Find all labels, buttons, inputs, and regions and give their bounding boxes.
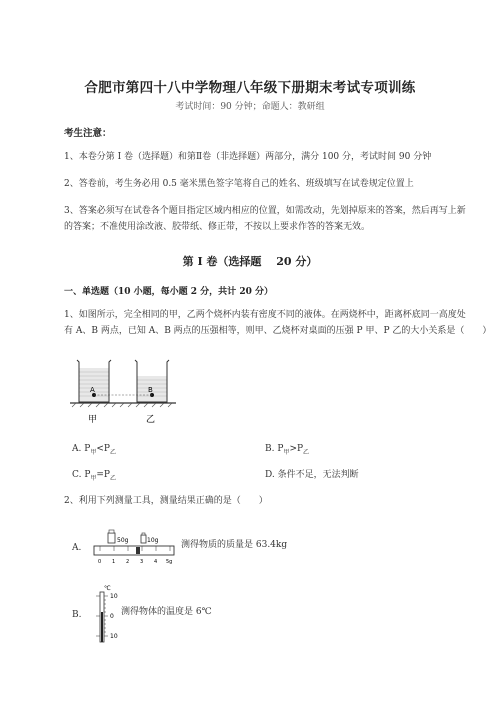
balance-scale-figure	[90, 528, 180, 568]
q1-stem-line1: 1、如图所示，完全相同的甲，乙两个烧杯内装有密度不同的液体。在两烧杯中，距离杯底同一高度处	[64, 310, 466, 320]
part-one-title: 第 I 卷（选择题 20 分）	[182, 255, 318, 268]
svg-text:10: 10	[110, 593, 118, 600]
beakers-figure	[66, 352, 196, 430]
q2-option-a-letter[interactable]: A.	[72, 543, 82, 553]
q2-option-b-letter[interactable]: B.	[72, 610, 82, 620]
svg-text:3: 3	[140, 559, 144, 565]
q2-option-b-text: 测得物体的温度是 6℃	[121, 607, 212, 617]
svg-text:0: 0	[98, 559, 102, 565]
weight-50g: 50g	[117, 537, 129, 544]
rider	[136, 547, 140, 554]
notice-item-3-cont: 的答案；不准使用涂改液、胶带纸、修正带，不按以上要求作答的答案无效。	[64, 222, 371, 232]
point-a-label: A	[90, 386, 95, 394]
beaker-yi-label: 乙	[146, 415, 156, 425]
notice-item-2: 2、答卷前，考生务必用 0.5 毫米黑色签字笔将自己的姓名、班级填写在试卷规定位置上	[64, 179, 414, 189]
q1-option-d[interactable]: D. 条件不足，无法判断	[265, 470, 359, 480]
section-heading: 一、单选题（10 小题，每小题 2 分，共计 20 分）	[64, 287, 273, 297]
beaker-jia-label: 甲	[88, 415, 98, 425]
svg-text:4: 4	[154, 559, 158, 565]
q1-option-a[interactable]: A. $P_甲<P_乙$	[72, 444, 116, 456]
thermometer-unit: ℃	[104, 585, 111, 592]
svg-text:5g: 5g	[166, 559, 173, 565]
svg-text:0: 0	[110, 613, 114, 620]
svg-text:1: 1	[112, 559, 116, 565]
notice-item-3: 3、答案必须写在试卷各个题目指定区域内相应的位置，如需改动，先划掉原来的答案，然后再写上新	[64, 206, 466, 216]
svg-text:10: 10	[110, 633, 118, 640]
q1-option-c[interactable]: C. $P_甲=P_乙$	[72, 470, 117, 482]
q1-stem-line2: 有 A、B 两点，已知 A、B 两点的压强相等，则甲、乙烧杯对桌面的压强 P 甲、P 乙的大小关系是（ ）	[64, 326, 492, 336]
page-title: 合肥市第四十八中学物理八年级下册期末考试专项训练	[84, 80, 416, 96]
q2-option-a-text: 测得物质的质量是 63.4kg	[181, 540, 288, 550]
svg-text:2: 2	[126, 559, 130, 565]
weight-10g: 10g	[147, 537, 159, 544]
point-b-label: B	[148, 386, 153, 394]
q1-option-b[interactable]: B. $P_甲>P_乙$	[265, 444, 310, 456]
notice-heading: 考生注意：	[64, 128, 112, 139]
q2-stem: 2、利用下列测量工具，测量结果正确的是（ ）	[64, 496, 268, 506]
exam-info: 考试时间：90 分钟；命题人：教研组	[175, 102, 325, 112]
notice-item-1: 1、本卷分第 I 卷（选择题）和第Ⅱ卷（非选择题）两部分，满分 100 分，考试时间 90 分钟	[64, 152, 432, 162]
